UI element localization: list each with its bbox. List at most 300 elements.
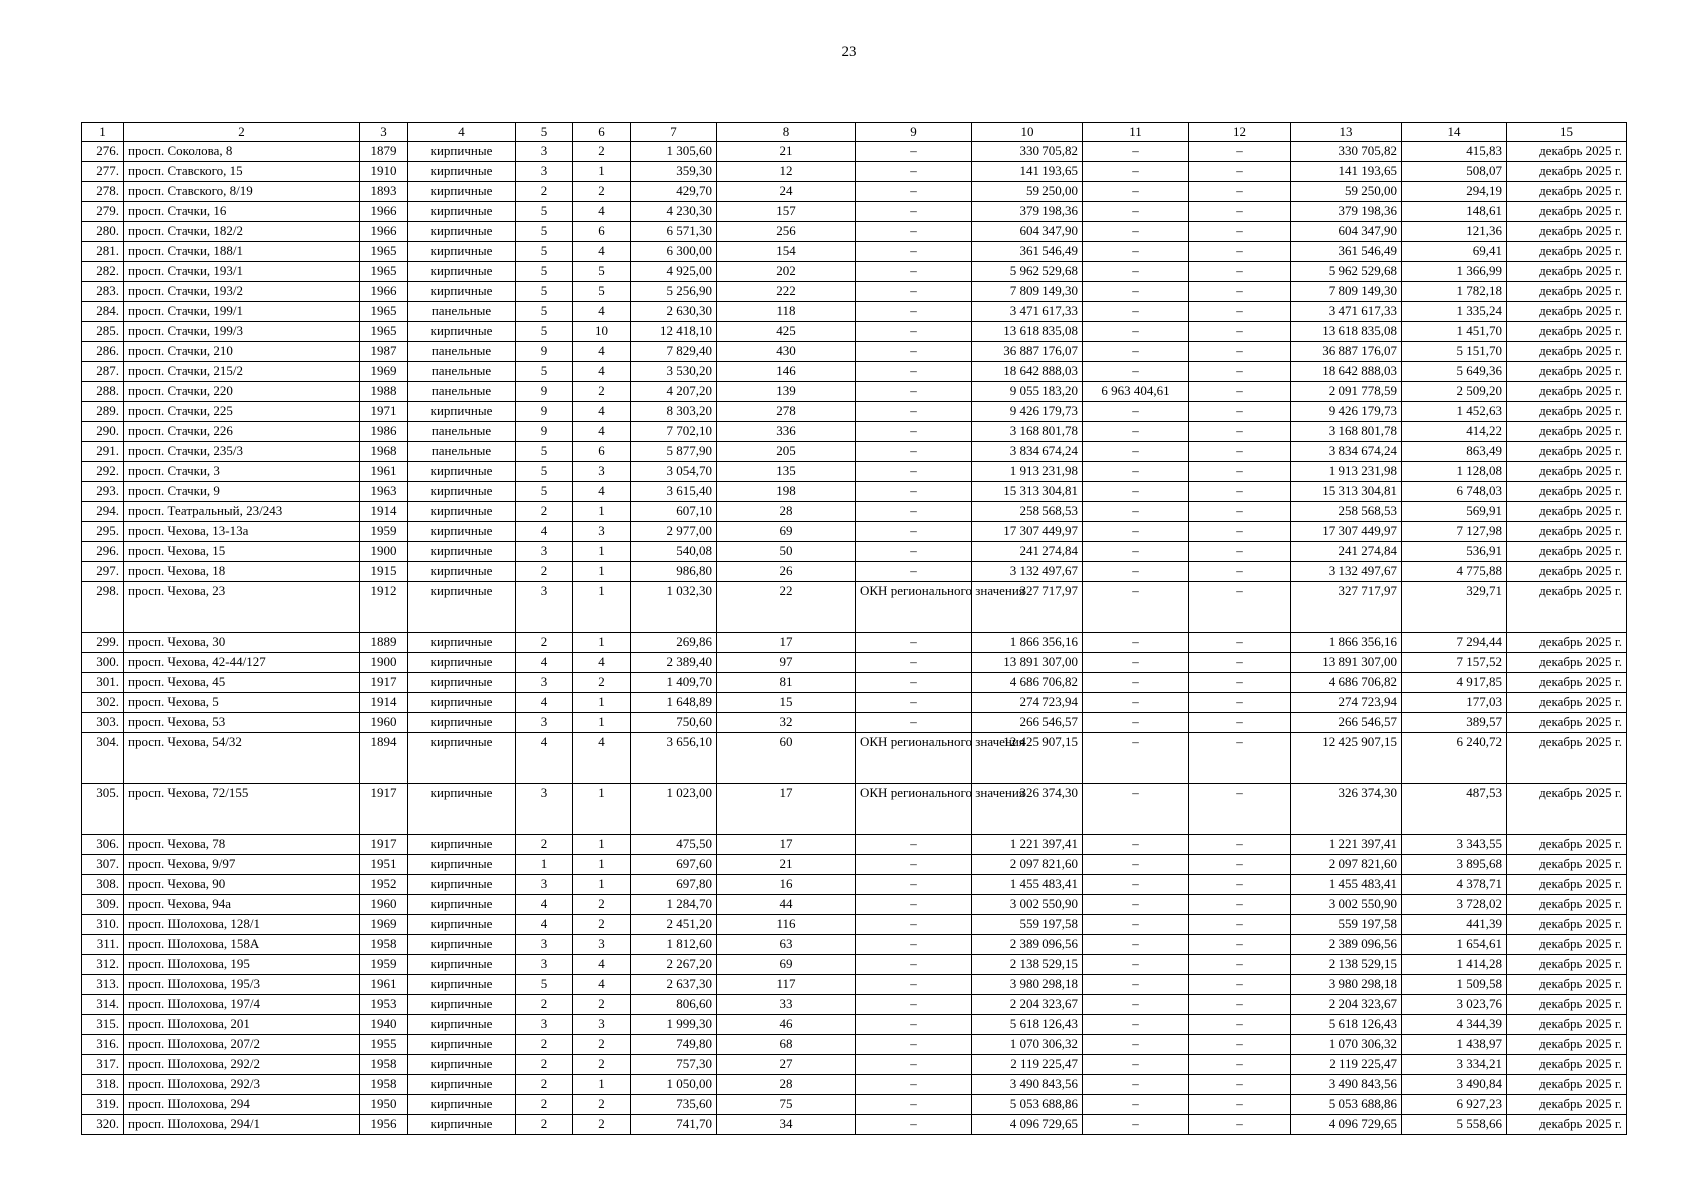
cell-cost-col-11: – (1083, 322, 1189, 342)
cell-heritage-status: – (856, 975, 972, 995)
cell-deadline: декабрь 2025 г. (1507, 322, 1627, 342)
cell-wall-material: кирпичные (408, 542, 516, 562)
cell-entrances: 2 (573, 182, 631, 202)
cell-floors: 3 (516, 542, 573, 562)
cell-residents: 27 (717, 1055, 856, 1075)
cell-wall-material: кирпичные (408, 142, 516, 162)
cell-row-number: 303. (82, 713, 124, 733)
cell-floors: 5 (516, 222, 573, 242)
cell-heritage-status: – (856, 222, 972, 242)
cell-total-cost: 2 204 323,67 (972, 995, 1083, 1015)
cell-deadline: декабрь 2025 г. (1507, 502, 1627, 522)
cell-residents: 17 (717, 633, 856, 653)
cell-residents: 205 (717, 442, 856, 462)
cell-address: просп. Чехова, 23 (124, 582, 360, 633)
cell-row-number: 290. (82, 422, 124, 442)
cell-cost-col-12: – (1189, 522, 1291, 542)
cell-area: 1 305,60 (631, 142, 717, 162)
cell-heritage-status: – (856, 1095, 972, 1115)
cell-heritage-status: – (856, 362, 972, 382)
cell-floors: 4 (516, 895, 573, 915)
cell-deadline: декабрь 2025 г. (1507, 182, 1627, 202)
cell-deadline: декабрь 2025 г. (1507, 1075, 1627, 1095)
cell-heritage-status: – (856, 562, 972, 582)
cell-heritage-status: – (856, 382, 972, 402)
cell-cost-col-12: – (1189, 1095, 1291, 1115)
cell-deadline: декабрь 2025 г. (1507, 835, 1627, 855)
cell-cost-col-11: – (1083, 915, 1189, 935)
cell-address: просп. Шолохова, 201 (124, 1015, 360, 1035)
cell-cost-col-12: – (1189, 1055, 1291, 1075)
cell-year-built: 1961 (360, 462, 408, 482)
cell-row-number: 277. (82, 162, 124, 182)
cell-address: просп. Театральный, 23/243 (124, 502, 360, 522)
cell-year-built: 1952 (360, 875, 408, 895)
cell-entrances: 1 (573, 582, 631, 633)
cell-area: 1 023,00 (631, 784, 717, 835)
cell-specific-cost: 69,41 (1402, 242, 1507, 262)
cell-wall-material: кирпичные (408, 202, 516, 222)
cell-residents: 146 (717, 362, 856, 382)
cell-deadline: декабрь 2025 г. (1507, 713, 1627, 733)
cell-area: 2 637,30 (631, 975, 717, 995)
cell-cost-col-11: – (1083, 1095, 1189, 1115)
cell-row-number: 314. (82, 995, 124, 1015)
cell-cost-col-12: – (1189, 302, 1291, 322)
table-row (82, 633, 1627, 653)
cell-residents: 21 (717, 142, 856, 162)
cell-row-number: 286. (82, 342, 124, 362)
cell-total-cost: 3 002 550,90 (972, 895, 1083, 915)
table-row (82, 462, 1627, 482)
cell-residents: 75 (717, 1095, 856, 1115)
cell-total-cost: 258 568,53 (972, 502, 1083, 522)
cell-row-number: 310. (82, 915, 124, 935)
cell-cost-col-11: – (1083, 653, 1189, 673)
cell-residents: 44 (717, 895, 856, 915)
cell-area: 4 925,00 (631, 262, 717, 282)
cell-specific-cost: 121,36 (1402, 222, 1507, 242)
cell-cost-col-13: 1 866 356,16 (1291, 633, 1402, 653)
cell-cost-col-12: – (1189, 582, 1291, 633)
cell-wall-material: кирпичные (408, 875, 516, 895)
cell-cost-col-13: 1 221 397,41 (1291, 835, 1402, 855)
cell-cost-col-13: 2 119 225,47 (1291, 1055, 1402, 1075)
cell-heritage-status: – (856, 1055, 972, 1075)
column-header-13: 13 (1291, 123, 1402, 142)
cell-total-cost: 604 347,90 (972, 222, 1083, 242)
cell-total-cost: 4 686 706,82 (972, 673, 1083, 693)
cell-cost-col-11: – (1083, 422, 1189, 442)
cell-residents: 24 (717, 182, 856, 202)
cell-specific-cost: 1 782,18 (1402, 282, 1507, 302)
table-row (82, 975, 1627, 995)
cell-area: 3 054,70 (631, 462, 717, 482)
cell-row-number: 311. (82, 935, 124, 955)
cell-cost-col-11: – (1083, 222, 1189, 242)
cell-year-built: 1914 (360, 693, 408, 713)
cell-floors: 2 (516, 182, 573, 202)
cell-cost-col-12: – (1189, 142, 1291, 162)
cell-cost-col-13: 1 070 306,32 (1291, 1035, 1402, 1055)
cell-row-number: 305. (82, 784, 124, 835)
cell-deadline: декабрь 2025 г. (1507, 282, 1627, 302)
cell-total-cost: 2 138 529,15 (972, 955, 1083, 975)
cell-address: просп. Шолохова, 195 (124, 955, 360, 975)
cell-cost-col-11: – (1083, 162, 1189, 182)
cell-cost-col-12: – (1189, 855, 1291, 875)
cell-cost-col-11: – (1083, 1035, 1189, 1055)
cell-wall-material: панельные (408, 362, 516, 382)
cell-specific-cost: 569,91 (1402, 502, 1507, 522)
column-header-14: 14 (1402, 123, 1507, 142)
cell-residents: 117 (717, 975, 856, 995)
cell-address: просп. Шолохова, 195/3 (124, 975, 360, 995)
cell-entrances: 1 (573, 633, 631, 653)
cell-floors: 5 (516, 442, 573, 462)
cell-entrances: 2 (573, 1095, 631, 1115)
cell-row-number: 284. (82, 302, 124, 322)
cell-heritage-status: – (856, 835, 972, 855)
cell-heritage-status: – (856, 482, 972, 502)
cell-cost-col-11: – (1083, 282, 1189, 302)
cell-heritage-status: – (856, 653, 972, 673)
cell-specific-cost: 294,19 (1402, 182, 1507, 202)
cell-row-number: 301. (82, 673, 124, 693)
cell-address: просп. Стачки, 225 (124, 402, 360, 422)
cell-cost-col-12: – (1189, 895, 1291, 915)
cell-entrances: 3 (573, 935, 631, 955)
cell-cost-col-13: 3 168 801,78 (1291, 422, 1402, 442)
cell-floors: 3 (516, 142, 573, 162)
cell-year-built: 1966 (360, 282, 408, 302)
cell-floors: 3 (516, 784, 573, 835)
cell-residents: 50 (717, 542, 856, 562)
cell-cost-col-12: – (1189, 162, 1291, 182)
cell-area: 6 571,30 (631, 222, 717, 242)
cell-deadline: декабрь 2025 г. (1507, 442, 1627, 462)
cell-total-cost: 17 307 449,97 (972, 522, 1083, 542)
cell-total-cost: 274 723,94 (972, 693, 1083, 713)
cell-floors: 2 (516, 1095, 573, 1115)
cell-total-cost: 1 221 397,41 (972, 835, 1083, 855)
cell-area: 2 451,20 (631, 915, 717, 935)
cell-address: просп. Стачки, 3 (124, 462, 360, 482)
table-row (82, 402, 1627, 422)
table-row (82, 142, 1627, 162)
cell-deadline: декабрь 2025 г. (1507, 482, 1627, 502)
column-header-11: 11 (1083, 123, 1189, 142)
cell-wall-material: кирпичные (408, 522, 516, 542)
cell-deadline: декабрь 2025 г. (1507, 402, 1627, 422)
table-row (82, 1075, 1627, 1095)
cell-cost-col-11: – (1083, 1055, 1189, 1075)
cell-cost-col-12: – (1189, 955, 1291, 975)
cell-floors: 5 (516, 482, 573, 502)
cell-wall-material: кирпичные (408, 162, 516, 182)
cell-residents: 81 (717, 673, 856, 693)
cell-cost-col-13: 2 204 323,67 (1291, 995, 1402, 1015)
cell-cost-col-12: – (1189, 262, 1291, 282)
cell-cost-col-12: – (1189, 875, 1291, 895)
cell-entrances: 1 (573, 855, 631, 875)
cell-year-built: 1965 (360, 302, 408, 322)
cell-heritage-status: – (856, 673, 972, 693)
table-row (82, 482, 1627, 502)
cell-residents: 157 (717, 202, 856, 222)
cell-address: просп. Чехова, 72/155 (124, 784, 360, 835)
cell-residents: 46 (717, 1015, 856, 1035)
cell-total-cost: 9 055 183,20 (972, 382, 1083, 402)
cell-cost-col-12: – (1189, 502, 1291, 522)
cell-entrances: 6 (573, 222, 631, 242)
cell-cost-col-13: 17 307 449,97 (1291, 522, 1402, 542)
cell-heritage-status: – (856, 693, 972, 713)
cell-floors: 4 (516, 915, 573, 935)
cell-wall-material: кирпичные (408, 1015, 516, 1035)
table-row (82, 562, 1627, 582)
cell-cost-col-11: – (1083, 633, 1189, 653)
cell-heritage-status: – (856, 1115, 972, 1135)
cell-wall-material: панельные (408, 422, 516, 442)
cell-entrances: 1 (573, 875, 631, 895)
cell-cost-col-12: – (1189, 1115, 1291, 1135)
cell-floors: 3 (516, 875, 573, 895)
cell-entrances: 1 (573, 162, 631, 182)
cell-row-number: 289. (82, 402, 124, 422)
cell-deadline: декабрь 2025 г. (1507, 522, 1627, 542)
cell-specific-cost: 3 895,68 (1402, 855, 1507, 875)
cell-specific-cost: 1 335,24 (1402, 302, 1507, 322)
cell-address: просп. Ставского, 8/19 (124, 182, 360, 202)
cell-area: 2 389,40 (631, 653, 717, 673)
cell-year-built: 1900 (360, 653, 408, 673)
cell-address: просп. Стачки, 215/2 (124, 362, 360, 382)
cell-cost-col-11: – (1083, 302, 1189, 322)
cell-heritage-status: – (856, 262, 972, 282)
column-header-9: 9 (856, 123, 972, 142)
cell-specific-cost: 1 414,28 (1402, 955, 1507, 975)
cell-heritage-status: – (856, 422, 972, 442)
cell-cost-col-13: 7 809 149,30 (1291, 282, 1402, 302)
cell-floors: 5 (516, 362, 573, 382)
cell-year-built: 1956 (360, 1115, 408, 1135)
cell-specific-cost: 329,71 (1402, 582, 1507, 633)
cell-cost-col-13: 559 197,58 (1291, 915, 1402, 935)
cell-area: 540,08 (631, 542, 717, 562)
cell-residents: 28 (717, 502, 856, 522)
cell-wall-material: кирпичные (408, 895, 516, 915)
cell-area: 7 829,40 (631, 342, 717, 362)
cell-deadline: декабрь 2025 г. (1507, 242, 1627, 262)
cell-heritage-status: – (856, 1075, 972, 1095)
cell-cost-col-13: 13 618 835,08 (1291, 322, 1402, 342)
table-row (82, 1095, 1627, 1115)
cell-residents: 63 (717, 935, 856, 955)
cell-cost-col-12: – (1189, 1015, 1291, 1035)
cell-area: 2 630,30 (631, 302, 717, 322)
cell-heritage-status: – (856, 442, 972, 462)
table-row (82, 673, 1627, 693)
cell-address: просп. Стачки, 188/1 (124, 242, 360, 262)
cell-entrances: 5 (573, 262, 631, 282)
cell-row-number: 283. (82, 282, 124, 302)
cell-year-built: 1951 (360, 855, 408, 875)
cell-cost-col-12: – (1189, 422, 1291, 442)
cell-total-cost: 1 913 231,98 (972, 462, 1083, 482)
cell-cost-col-12: – (1189, 835, 1291, 855)
cell-entrances: 3 (573, 1015, 631, 1035)
cell-cost-col-13: 327 717,97 (1291, 582, 1402, 633)
cell-floors: 3 (516, 582, 573, 633)
cell-deadline: декабрь 2025 г. (1507, 1055, 1627, 1075)
cell-residents: 60 (717, 733, 856, 784)
cell-row-number: 287. (82, 362, 124, 382)
table-row (82, 875, 1627, 895)
cell-address: просп. Чехова, 54/32 (124, 733, 360, 784)
cell-residents: 135 (717, 462, 856, 482)
cell-area: 12 418,10 (631, 322, 717, 342)
cell-cost-col-12: – (1189, 562, 1291, 582)
cell-cost-col-12: – (1189, 202, 1291, 222)
cell-row-number: 278. (82, 182, 124, 202)
cell-wall-material: кирпичные (408, 582, 516, 633)
cell-address: просп. Чехова, 78 (124, 835, 360, 855)
cell-deadline: декабрь 2025 г. (1507, 935, 1627, 955)
cell-wall-material: панельные (408, 382, 516, 402)
cell-total-cost: 3 471 617,33 (972, 302, 1083, 322)
cell-row-number: 300. (82, 653, 124, 673)
cell-cost-col-11: – (1083, 1015, 1189, 1035)
cell-specific-cost: 487,53 (1402, 784, 1507, 835)
cell-entrances: 1 (573, 713, 631, 733)
cell-entrances: 4 (573, 975, 631, 995)
cell-entrances: 2 (573, 1035, 631, 1055)
cell-address: просп. Ставского, 15 (124, 162, 360, 182)
cell-residents: 116 (717, 915, 856, 935)
table-row (82, 935, 1627, 955)
cell-deadline: декабрь 2025 г. (1507, 582, 1627, 633)
cell-cost-col-11: – (1083, 995, 1189, 1015)
cell-floors: 5 (516, 242, 573, 262)
cell-row-number: 318. (82, 1075, 124, 1095)
cell-year-built: 1968 (360, 442, 408, 462)
cell-area: 8 303,20 (631, 402, 717, 422)
cell-address: просп. Соколова, 8 (124, 142, 360, 162)
cell-entrances: 4 (573, 653, 631, 673)
cell-cost-col-13: 3 980 298,18 (1291, 975, 1402, 995)
cell-residents: 198 (717, 482, 856, 502)
cell-specific-cost: 1 509,58 (1402, 975, 1507, 995)
cell-cost-col-13: 2 097 821,60 (1291, 855, 1402, 875)
cell-area: 1 032,30 (631, 582, 717, 633)
cell-year-built: 1917 (360, 673, 408, 693)
cell-deadline: декабрь 2025 г. (1507, 222, 1627, 242)
cell-area: 475,50 (631, 835, 717, 855)
cell-specific-cost: 3 334,21 (1402, 1055, 1507, 1075)
cell-specific-cost: 415,83 (1402, 142, 1507, 162)
table-row (82, 522, 1627, 542)
cell-cost-col-11: – (1083, 522, 1189, 542)
cell-cost-col-13: 1 913 231,98 (1291, 462, 1402, 482)
cell-floors: 5 (516, 975, 573, 995)
cell-year-built: 1950 (360, 1095, 408, 1115)
cell-specific-cost: 4 775,88 (1402, 562, 1507, 582)
cell-area: 806,60 (631, 995, 717, 1015)
cell-cost-col-13: 5 053 688,86 (1291, 1095, 1402, 1115)
cell-wall-material: кирпичные (408, 653, 516, 673)
cell-year-built: 1971 (360, 402, 408, 422)
cell-cost-col-12: – (1189, 733, 1291, 784)
cell-residents: 336 (717, 422, 856, 442)
cell-row-number: 313. (82, 975, 124, 995)
column-header-8: 8 (717, 123, 856, 142)
cell-area: 3 530,20 (631, 362, 717, 382)
table-row (82, 422, 1627, 442)
cell-cost-col-11: – (1083, 202, 1189, 222)
cell-row-number: 319. (82, 1095, 124, 1115)
cell-residents: 97 (717, 653, 856, 673)
cell-deadline: декабрь 2025 г. (1507, 1115, 1627, 1135)
cell-year-built: 1900 (360, 542, 408, 562)
cell-year-built: 1986 (360, 422, 408, 442)
cell-deadline: декабрь 2025 г. (1507, 693, 1627, 713)
cell-address: просп. Чехова, 5 (124, 693, 360, 713)
cell-area: 607,10 (631, 502, 717, 522)
cell-cost-col-13: 274 723,94 (1291, 693, 1402, 713)
cell-cost-col-11: – (1083, 402, 1189, 422)
cell-wall-material: кирпичные (408, 222, 516, 242)
cell-total-cost: 379 198,36 (972, 202, 1083, 222)
page-number: 23 (841, 44, 857, 60)
cell-entrances: 2 (573, 382, 631, 402)
cell-total-cost: 4 096 729,65 (972, 1115, 1083, 1135)
cell-deadline: декабрь 2025 г. (1507, 633, 1627, 653)
cell-cost-col-11: – (1083, 875, 1189, 895)
cell-heritage-status: – (856, 282, 972, 302)
cell-wall-material: панельные (408, 302, 516, 322)
cell-deadline: декабрь 2025 г. (1507, 895, 1627, 915)
cell-cost-col-13: 2 138 529,15 (1291, 955, 1402, 975)
cell-row-number: 302. (82, 693, 124, 713)
cell-entrances: 2 (573, 142, 631, 162)
cell-entrances: 2 (573, 915, 631, 935)
cell-row-number: 291. (82, 442, 124, 462)
cell-floors: 9 (516, 382, 573, 402)
cell-entrances: 4 (573, 342, 631, 362)
cell-address: просп. Шолохова, 158А (124, 935, 360, 955)
table-row (82, 855, 1627, 875)
cell-deadline: декабрь 2025 г. (1507, 562, 1627, 582)
table-row (82, 382, 1627, 402)
cell-year-built: 1917 (360, 784, 408, 835)
table-row (82, 222, 1627, 242)
cell-heritage-status: – (856, 995, 972, 1015)
cell-address: просп. Чехова, 13-13а (124, 522, 360, 542)
cell-cost-col-12: – (1189, 542, 1291, 562)
cell-cost-col-11: – (1083, 855, 1189, 875)
cell-heritage-status: – (856, 302, 972, 322)
cell-specific-cost: 1 128,08 (1402, 462, 1507, 482)
cell-year-built: 1966 (360, 202, 408, 222)
cell-heritage-status: – (856, 162, 972, 182)
cell-cost-col-13: 258 568,53 (1291, 502, 1402, 522)
cell-deadline: декабрь 2025 г. (1507, 302, 1627, 322)
cell-residents: 69 (717, 522, 856, 542)
table-row (82, 895, 1627, 915)
cell-wall-material: кирпичные (408, 784, 516, 835)
cell-cost-col-11: – (1083, 975, 1189, 995)
